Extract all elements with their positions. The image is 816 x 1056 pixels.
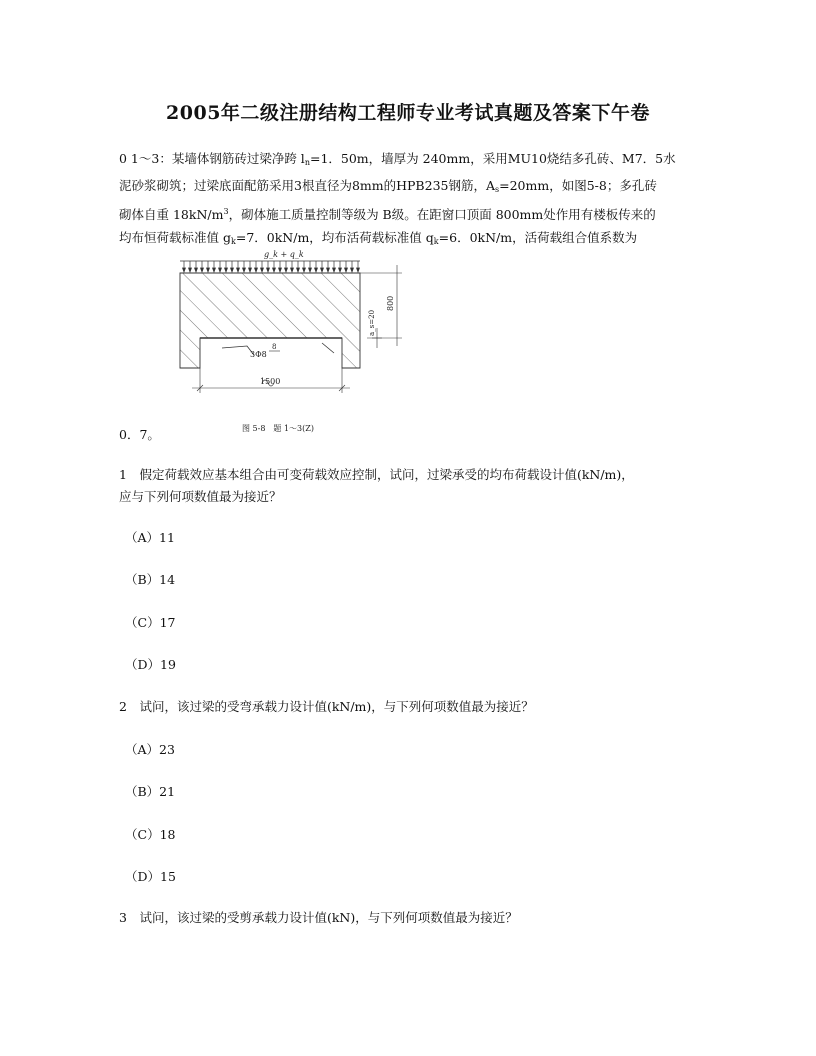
figure-caption: 图 5-8 题 1～3(Z) <box>242 424 314 433</box>
q2-stem: 2 试问，该过梁的受弯承载力设计值(kN/m)，与下列何项数值最为接近？ <box>119 699 534 714</box>
q1-option-b: （B）14 <box>125 572 176 587</box>
q1-option-a: （A）11 <box>125 530 175 545</box>
intro-line-1: 0 1～3：某墙体钢筋砖过梁净跨 $l_n=1$．50m，墙厚为 240mm，采用MU10烧结多孔砖、M7．5水 <box>119 151 676 167</box>
q2-option-c: （C）18 <box>125 827 176 842</box>
load-arrows <box>180 261 360 272</box>
q2-option-d: （D）15 <box>125 869 176 884</box>
span-label: 1500 <box>260 377 281 386</box>
lintel-diagram <box>172 243 412 438</box>
intro-line-4: 均布恒荷载标准值 $g_k=7$．0kN/m，均布活荷载标准值 $q_k=6$．0kN/m，活荷载组合值系数为 <box>119 229 638 246</box>
q1-stem-line-2: 应与下列何项数值最为接近？ <box>119 489 282 504</box>
dimension-800: 800 <box>386 295 395 311</box>
load-label: g_k + q_k <box>264 250 304 259</box>
svg-text:8: 8 <box>272 343 277 351</box>
q3-stem: 3 试问，该过梁的受剪承载力设计值(kN)，与下列何项数值最为接近？ <box>119 910 518 925</box>
q1-option-d: （D）19 <box>125 657 176 672</box>
intro-continuation: 0．7。 <box>119 427 160 442</box>
intro-line-2: 泥砂浆砌筑；过梁底面配筋采用3根直径为8mm的HPB235钢筋，$A_s=20mm$，如图5-8；多孔砖 <box>119 177 657 194</box>
page-title: 2005年二级注册结构工程师专业考试真题及答案下午卷 <box>166 102 650 124</box>
problem-intro <box>119 148 704 253</box>
masonry-wall <box>180 273 360 368</box>
height-dimension <box>360 265 402 348</box>
rebar-label: 3Φ8 <box>250 350 267 359</box>
lintel-figure <box>172 243 412 438</box>
rebar-annotation <box>250 343 280 359</box>
q2-option-b: （B）21 <box>125 784 176 799</box>
q2-option-a: （A）23 <box>125 742 175 757</box>
dimension-as: a_s=20 <box>368 309 376 336</box>
q1-stem-line-1: 1 假定荷载效应基本组合由可变荷载效应控制，试问，过梁承受的均布荷载设计值(kN/m)， <box>119 467 634 482</box>
q1-option-c: （C）17 <box>125 615 176 630</box>
intro-line-3: 砌体自重 $18kN/m^3$，砌体施工质量控制等级为 B级。在距窗口顶面 800mm处作用有楼板传来的 <box>119 207 656 222</box>
